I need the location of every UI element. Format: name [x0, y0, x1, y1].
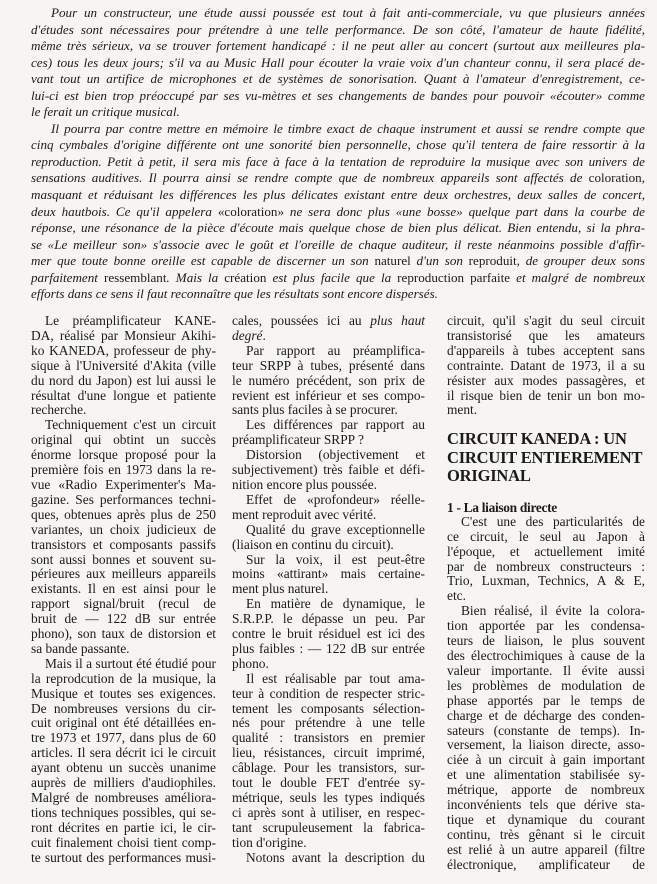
text-line: moins «attirant» mais certaine-	[232, 566, 425, 582]
text-line: Bien réalisé, il évite la colora-	[461, 603, 645, 619]
text-line: tout le double FET d'entrée sy-	[232, 775, 425, 791]
text-line: périeures aux meilleurs appareils	[31, 566, 216, 582]
text-line: Techniquement c'est un circuit	[45, 417, 216, 433]
text-line: nés pour prétendre à une telle	[232, 715, 425, 731]
text-line: métrique, seuls les types indiqués	[232, 790, 425, 805]
emphasis-segment: ressemblant	[103, 269, 167, 285]
text-line: versement, la liaison directe, asso-	[447, 737, 645, 753]
text-line: inconvénients tels que dérive sta-	[447, 797, 645, 813]
intro-paragraph	[31, 5, 645, 121]
text-line: transistorisé que les amateurs	[447, 327, 645, 343]
paragraph	[31, 314, 216, 418]
text-line: la reprodcution de la musique, la	[31, 670, 216, 686]
heading-line: 1 - La liaison directe	[447, 499, 557, 515]
text-line: charge et de décharge des conden-	[447, 707, 645, 723]
text-line: Par rapport au préamplifica-	[246, 342, 425, 358]
text-line: Malgré de nombreuses améliora-	[31, 790, 216, 805]
text-line: Effet de «profondeur» réelle-	[246, 491, 425, 507]
text-line: tique et dynamique du courant	[447, 811, 645, 827]
text-line: Sur la voix, il est peut-être	[246, 551, 425, 567]
text-line: teur SRPP à tubes, présenté dans	[232, 357, 425, 373]
text-line: revient est inférieur et ses compo-	[232, 387, 425, 403]
text-line: il risque bien de tenir un bon mo-	[447, 387, 645, 403]
heading-line: CIRCUIT ENTIEREMENT	[447, 447, 643, 467]
text-line: ment reproduit avec vérité.	[232, 506, 377, 522]
paragraph	[232, 314, 425, 344]
text-line: cuit original ont été détaillées en-	[31, 715, 216, 731]
text-line: tion d'origine.	[232, 834, 307, 850]
heading-line: ORIGINAL	[447, 466, 531, 486]
text-line: Les différences par rapport au	[246, 417, 425, 433]
text-line: ciée à un circuit à gain important	[447, 752, 645, 768]
text-line: gazine. Ses performances techni-	[31, 491, 216, 507]
text-line: recherche.	[31, 402, 87, 418]
text-line: subjectivement) très faible et défi-	[232, 462, 425, 478]
text-line: réponse, une résonance de la pièce d'écoute mais quelque chose de bien plus délicat. Bien entendu, si la phra-	[31, 220, 645, 236]
text-line: cinq cymbales d'origine différente ont une sonorité bien personnelle, chose qu'il tentera de faire ressortir à la	[31, 137, 645, 153]
text-line: continu, très gênant si le circuit	[447, 826, 645, 842]
paragraph	[447, 604, 645, 872]
text-line: du nord du Japon) est lui aussi le	[31, 372, 216, 388]
text-line: variantes, un choix judicieux de	[31, 521, 216, 537]
text-line: tion apportée par les condensa-	[447, 618, 645, 634]
text-line: contrainte. Datant de 1973, il a su	[447, 357, 645, 373]
text-line: sa bande passante.	[31, 640, 130, 656]
text-line: sique à l'Université d'Akita (ville	[31, 357, 216, 373]
text-line: Pour un constructeur, une étude aussi poussée est tout à fait anti-commerciale, vu que plusieurs années	[51, 5, 645, 20]
text-line: Notons avant la description du	[246, 849, 425, 865]
text-line: masquant et réduisant les différences les plus délicates existant entre deux orchestres, deux salles de concert,	[31, 187, 645, 203]
text-line: le numéro précédent, son prix de	[232, 372, 425, 388]
paragraph	[232, 597, 425, 672]
text-line: phono.	[232, 655, 269, 671]
text-segment: , de grouper deux sons	[516, 253, 645, 269]
text-line: énorme lorsque proposé pour la	[31, 447, 216, 463]
text-line: cuit finalement choisi tient comp-	[31, 834, 216, 850]
intro-paragraph	[31, 121, 645, 303]
emphasis-segment: reproduction parfaite	[397, 269, 511, 285]
text-line: électronique, amplificateur de	[447, 856, 645, 872]
text-line: transistors et composants passifs	[31, 536, 216, 552]
text-line: sants plus faciles à se procurer.	[232, 402, 398, 418]
section-heading	[447, 430, 645, 486]
text-line: Mais il a surtout été étudié pour	[45, 655, 216, 671]
text-line: vant tout un artifice de microphones et de systèmes de sonorisation. Quant à l'amateur d'enregistrement, ce-	[31, 71, 645, 87]
text-line: nition encore plus poussée.	[232, 476, 378, 492]
text-line: efforts dans ce sens il faut reconnaître que les résultats sont encore dispersés.	[31, 286, 438, 302]
text-line: tant scrupuleusement la fabrica-	[232, 819, 425, 835]
text-line: Distorsion (objectivement et	[246, 447, 425, 463]
paragraph	[232, 851, 425, 866]
text-line: etc.	[447, 588, 466, 604]
text-line: contre le bruit résiduel est ici des	[232, 626, 425, 642]
text-line: DA, réalisé par Monsieur Akihi-	[31, 327, 216, 343]
text-line	[31, 170, 645, 187]
text-line: câblage. Pour les transistors, sur-	[232, 760, 425, 776]
emphasis-segment: plus haut	[370, 313, 425, 328]
text-line: rapport signal/bruit (recul de	[31, 596, 216, 612]
text-line: résultat d'une longue et patiente	[31, 387, 216, 403]
text-line: phono), son taux de distorsion et	[31, 626, 216, 642]
text-line: articles. Il sera décrit ici le circuit	[31, 745, 216, 761]
text-line: les problèmes de modulation de	[447, 677, 645, 693]
paragraph	[447, 515, 645, 604]
text-line: teurs de liaison, le plus souvent	[447, 633, 645, 649]
text-line: vue «Radio Experimenter's Ma-	[31, 476, 216, 492]
text-segment: est plus facile que la	[266, 269, 398, 285]
text-line: tement les composants sélection-	[232, 700, 425, 716]
text-line: valeur importante. Il évite aussi	[447, 662, 645, 678]
paragraph	[232, 523, 425, 553]
emphasis-segment: degré	[232, 327, 263, 343]
text-line: ci après sont à utiliser, en respec-	[232, 804, 425, 820]
text-line: teur à condition de respecter stric-	[232, 685, 425, 701]
article-column-1	[31, 314, 216, 866]
text-line: première fois en 1973 dans la re-	[31, 462, 216, 478]
text-line: qualité : transistors en premier	[232, 730, 425, 746]
text-line: le ferait un critique musical.	[31, 104, 180, 120]
text-line: Le préamplificateur KANE-	[45, 313, 216, 328]
text-line: est relié à un autre appareil (filtre	[447, 841, 645, 857]
text-segment: .	[262, 327, 266, 343]
paragraph	[232, 448, 425, 493]
text-segment: et malgré de nombreux	[510, 269, 646, 285]
text-line: circuit, qu'il s'agit du seul circuit	[447, 313, 645, 328]
text-line: ront décrites en partie ici, le cir-	[31, 819, 216, 835]
text-line: te surtout des performances musi-	[31, 849, 216, 865]
text-segment: ne sera donc plus «une bosse» quelque part dans la courbe de	[284, 203, 645, 219]
text-line	[31, 253, 645, 270]
text-line: d'études sont nécessaires pour prétendre à une telle performance. De son côté, l'amateur de haute fidélité,	[31, 21, 645, 37]
paragraph	[31, 657, 216, 866]
text-segment: deux hautbois. Ce qu'il appelera	[31, 203, 218, 219]
paragraph	[232, 344, 425, 419]
text-line: auprès de milliers d'audiophiles.	[31, 775, 216, 791]
text-line: ko KANEDA, professeur de phy-	[31, 342, 216, 358]
text-line: ce circuit, le seul au Japon à	[447, 528, 645, 544]
text-line: Qualité du grave exceptionnelle	[246, 521, 425, 537]
text-line	[31, 270, 645, 287]
text-line: d'appareils à tubes acceptent sans	[447, 342, 645, 358]
text-line	[232, 314, 425, 329]
text-line: De nombreuses versions du cir-	[31, 700, 216, 716]
text-line: ayant obtenu un succès unanime	[31, 760, 216, 776]
text-line: même très sérieux, va se trouver fortement handicapé : il ne peut aller au concert (surtout aux meilleures pla-	[31, 38, 645, 54]
text-line: plus faibles : — 122 dB sur entrée	[232, 640, 425, 656]
text-line: se «Le meilleur son» s'associe avec le goût et l'oreille de chaque auditeur, il reste néanmoins possible d'affir-	[31, 236, 645, 252]
emphasis-segment: coloration,	[588, 170, 645, 186]
subsection-heading	[447, 500, 645, 515]
paragraph	[232, 418, 425, 448]
text-line: l'époque, et actuellement imité	[447, 543, 645, 559]
emphasis-segment: naturel	[374, 253, 411, 269]
text-line: des électrochimiques à cause de la	[447, 648, 645, 663]
text-line: Il est réalisable par tout ama-	[246, 670, 425, 686]
text-line: sont aussi bonnes et souvent su-	[31, 551, 216, 567]
paragraph	[232, 672, 425, 851]
text-line: reproduction. Petit à petit, il sera mis face à face à la tentation de reproduire la musique avec son univers de	[31, 153, 645, 169]
text-line: phase apportés par le temps de	[447, 692, 645, 708]
text-line: Trio, Luxman, Technics, A & E,	[447, 573, 645, 589]
text-line: existants. Il en est ainsi pour le	[31, 581, 216, 597]
emphasis-segment: création	[224, 269, 267, 285]
text-segment: mer que toute bonne oreille est capable de discerner un son	[31, 253, 375, 269]
text-line: (liaison en continu du circuit).	[232, 536, 394, 552]
text-line: Il pourra par contre mettre en mémoire le timbre exact de chaque instrument et aussi se rendre compte que	[51, 120, 645, 136]
text-line	[232, 329, 425, 344]
text-line: tions techniques possibles, qui se-	[31, 804, 216, 820]
text-line: par de nombreux constructeurs :	[447, 558, 645, 574]
text-segment: . Mais la	[166, 269, 225, 285]
text-segment: sensations auditives. Il pourra ainsi se rendre compte que de nombreux appareils sont affectés de	[31, 170, 589, 186]
article-column-2	[232, 314, 425, 866]
article-column-3	[447, 314, 645, 873]
text-line: résister aux modes passagères, et	[447, 372, 645, 388]
text-line: C'est une des particularités de	[461, 513, 645, 529]
paragraph	[232, 493, 425, 523]
text-line: lui-ci est bien trop préoccupé par ses vu-mètres et ses changements de bandes pour pouvoir «écouter» comme	[31, 87, 645, 103]
text-line: sateurs (constante de temps). In-	[447, 722, 645, 738]
text-line: En matière de dynamique, le	[246, 596, 425, 612]
text-line: préamplificateur SRPP ?	[232, 432, 364, 448]
emphasis-segment: reproduit	[468, 253, 517, 269]
text-line: original qui obtint un succès	[31, 432, 216, 448]
text-line: métrique, apporte de nombreux	[447, 782, 645, 798]
emphasis-segment: «coloration»	[217, 203, 285, 219]
text-line	[31, 204, 645, 221]
text-segment: d'un son	[410, 253, 469, 269]
paragraph	[232, 553, 425, 598]
text-line: tre 1973 et 1977, dans plus de 60	[31, 730, 216, 746]
text-line: ment.	[447, 402, 478, 418]
heading-line: CIRCUIT KANEDA : UN	[447, 429, 627, 449]
paragraph	[447, 314, 645, 418]
text-line: S.R.P.P. le dépasse un peu. Par	[232, 611, 425, 627]
text-segment: parfaitement	[31, 269, 104, 285]
intro-italic-text	[31, 5, 645, 303]
text-line: lieu, résistances, circuit imprimé,	[232, 745, 425, 761]
text-line: ment plus naturel.	[232, 581, 329, 597]
text-line: Musique et toutes ses exigences.	[31, 685, 216, 701]
text-segment: cales, poussées ici au	[232, 313, 371, 328]
text-line: ques, obtenues après plus de 250	[31, 506, 216, 522]
text-line: bruit de — 122 dB sur entrée	[31, 611, 216, 627]
text-line: et une alimentation stabilisée sy-	[447, 767, 645, 783]
text-line: ces) tous les deux jours; s'il va au Music Hall pour écouter la vraie voix d'un chanteur connu, il sera placé de-	[31, 54, 645, 70]
paragraph	[31, 418, 216, 657]
